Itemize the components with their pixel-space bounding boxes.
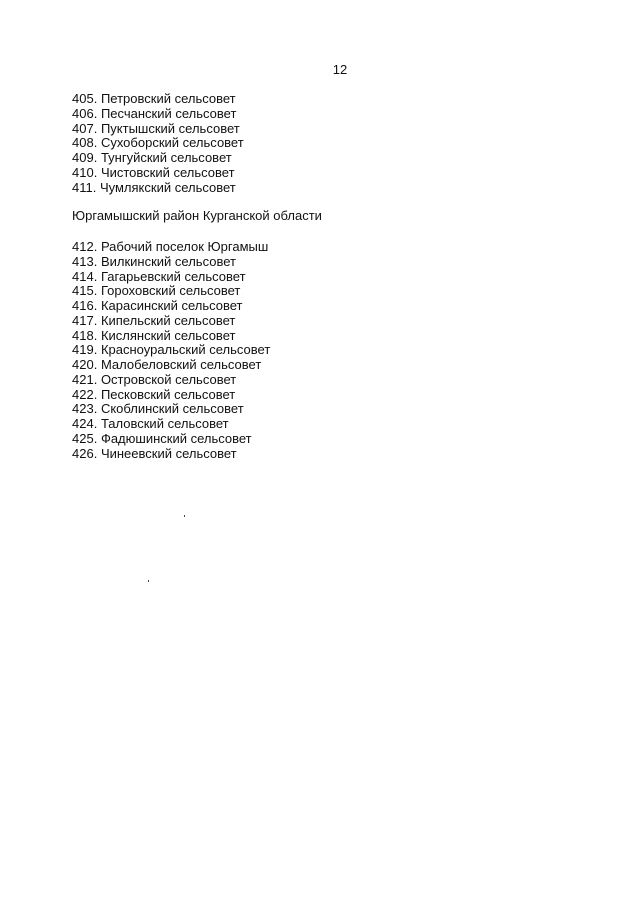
list-item-text: Чинеевский сельсовет	[100, 445, 237, 461]
list-item-text: Малобеловский сельсовет	[100, 357, 262, 372]
page-number: 12	[332, 62, 348, 77]
spacer	[72, 224, 592, 240]
list-item-text: Вилкинский сельсовет	[100, 253, 236, 269]
list-item-text: Песковский сельсовет	[100, 386, 236, 402]
list-item-number: 413.	[72, 253, 98, 269]
settlement-list-part2	[72, 240, 592, 461]
list-item	[72, 388, 592, 403]
list-item-number: 415.	[72, 283, 98, 299]
list-item	[72, 314, 592, 329]
list-item-text: Петровский сельсовет	[100, 91, 236, 106]
list-item-text: Чистовский сельсовет	[100, 164, 235, 180]
list-item-number: 423.	[72, 401, 98, 417]
list-item-number: 412.	[72, 239, 98, 254]
list-item	[72, 417, 592, 432]
list-item	[72, 299, 592, 314]
list-item	[72, 343, 592, 358]
list-item	[72, 166, 592, 181]
list-item	[72, 255, 592, 270]
list-item-number: 406.	[72, 105, 98, 121]
list-item	[72, 92, 592, 107]
list-item	[72, 284, 592, 299]
list-item	[72, 402, 592, 417]
list-item-text: Фадюшинский сельсовет	[100, 430, 252, 446]
list-item-number: 409.	[72, 150, 98, 165]
list-item-number: 417.	[72, 312, 98, 328]
list-item	[72, 151, 592, 166]
list-item-text: Карасинский сельсовет	[100, 298, 243, 313]
list-item-text: Тунгуйский сельсовет	[100, 150, 232, 165]
spacer	[72, 195, 592, 209]
list-item-text: Таловский сельсовет	[100, 416, 229, 431]
list-item-number: 425.	[72, 430, 98, 446]
scan-speck	[148, 580, 149, 582]
list-item	[72, 107, 592, 122]
list-item	[72, 329, 592, 344]
list-item-number: 405.	[72, 91, 98, 106]
list-item-number: 418.	[72, 327, 98, 343]
list-item-number: 407.	[72, 120, 98, 136]
list-item-number: 416.	[72, 298, 98, 313]
scan-speck	[184, 515, 185, 517]
list-item	[72, 136, 592, 151]
list-item	[72, 122, 592, 137]
list-item	[72, 358, 592, 373]
list-item-number: 424.	[72, 416, 98, 431]
section-heading: Юргамышский район Курганской области	[72, 208, 322, 224]
list-item-number: 421.	[72, 371, 98, 387]
list-item-text: Скоблинский сельсовет	[100, 401, 244, 417]
settlement-list-part1	[72, 92, 592, 195]
list-item-number: 426.	[72, 445, 98, 461]
list-item	[72, 373, 592, 388]
list-item-number: 422.	[72, 386, 98, 402]
list-item-text: Гагарьевский сельсовет	[100, 268, 246, 284]
list-item-text: Кипельский сельсовет	[100, 312, 236, 328]
list-item-text: Кислянский сельсовет	[100, 327, 236, 343]
document-body	[72, 92, 592, 461]
list-item-text: Песчанский сельсовет	[100, 105, 237, 121]
list-item-number: 414.	[72, 268, 98, 284]
list-item-number: 420.	[72, 357, 98, 372]
list-item-number: 408.	[72, 135, 98, 151]
list-item-text: Островской сельсовет	[100, 371, 237, 387]
list-item-number: 419.	[72, 342, 98, 358]
list-item	[72, 447, 592, 462]
list-item	[72, 432, 592, 447]
list-item	[72, 240, 592, 255]
list-item-text: Пуктышский сельсовет	[100, 120, 240, 136]
list-item	[72, 270, 592, 285]
list-item-text: Гороховский сельсовет	[100, 283, 241, 299]
list-item	[72, 181, 592, 196]
list-item-text: Красноуральский сельсовет	[100, 342, 271, 358]
list-item-text: Чумлякский сельсовет	[99, 179, 236, 195]
list-item-number: 410.	[72, 164, 98, 180]
list-item-text: Сухоборский сельсовет	[100, 135, 244, 151]
list-item-text: Рабочий поселок Юргамыш	[100, 239, 269, 254]
list-item-number: 411.	[72, 179, 97, 195]
